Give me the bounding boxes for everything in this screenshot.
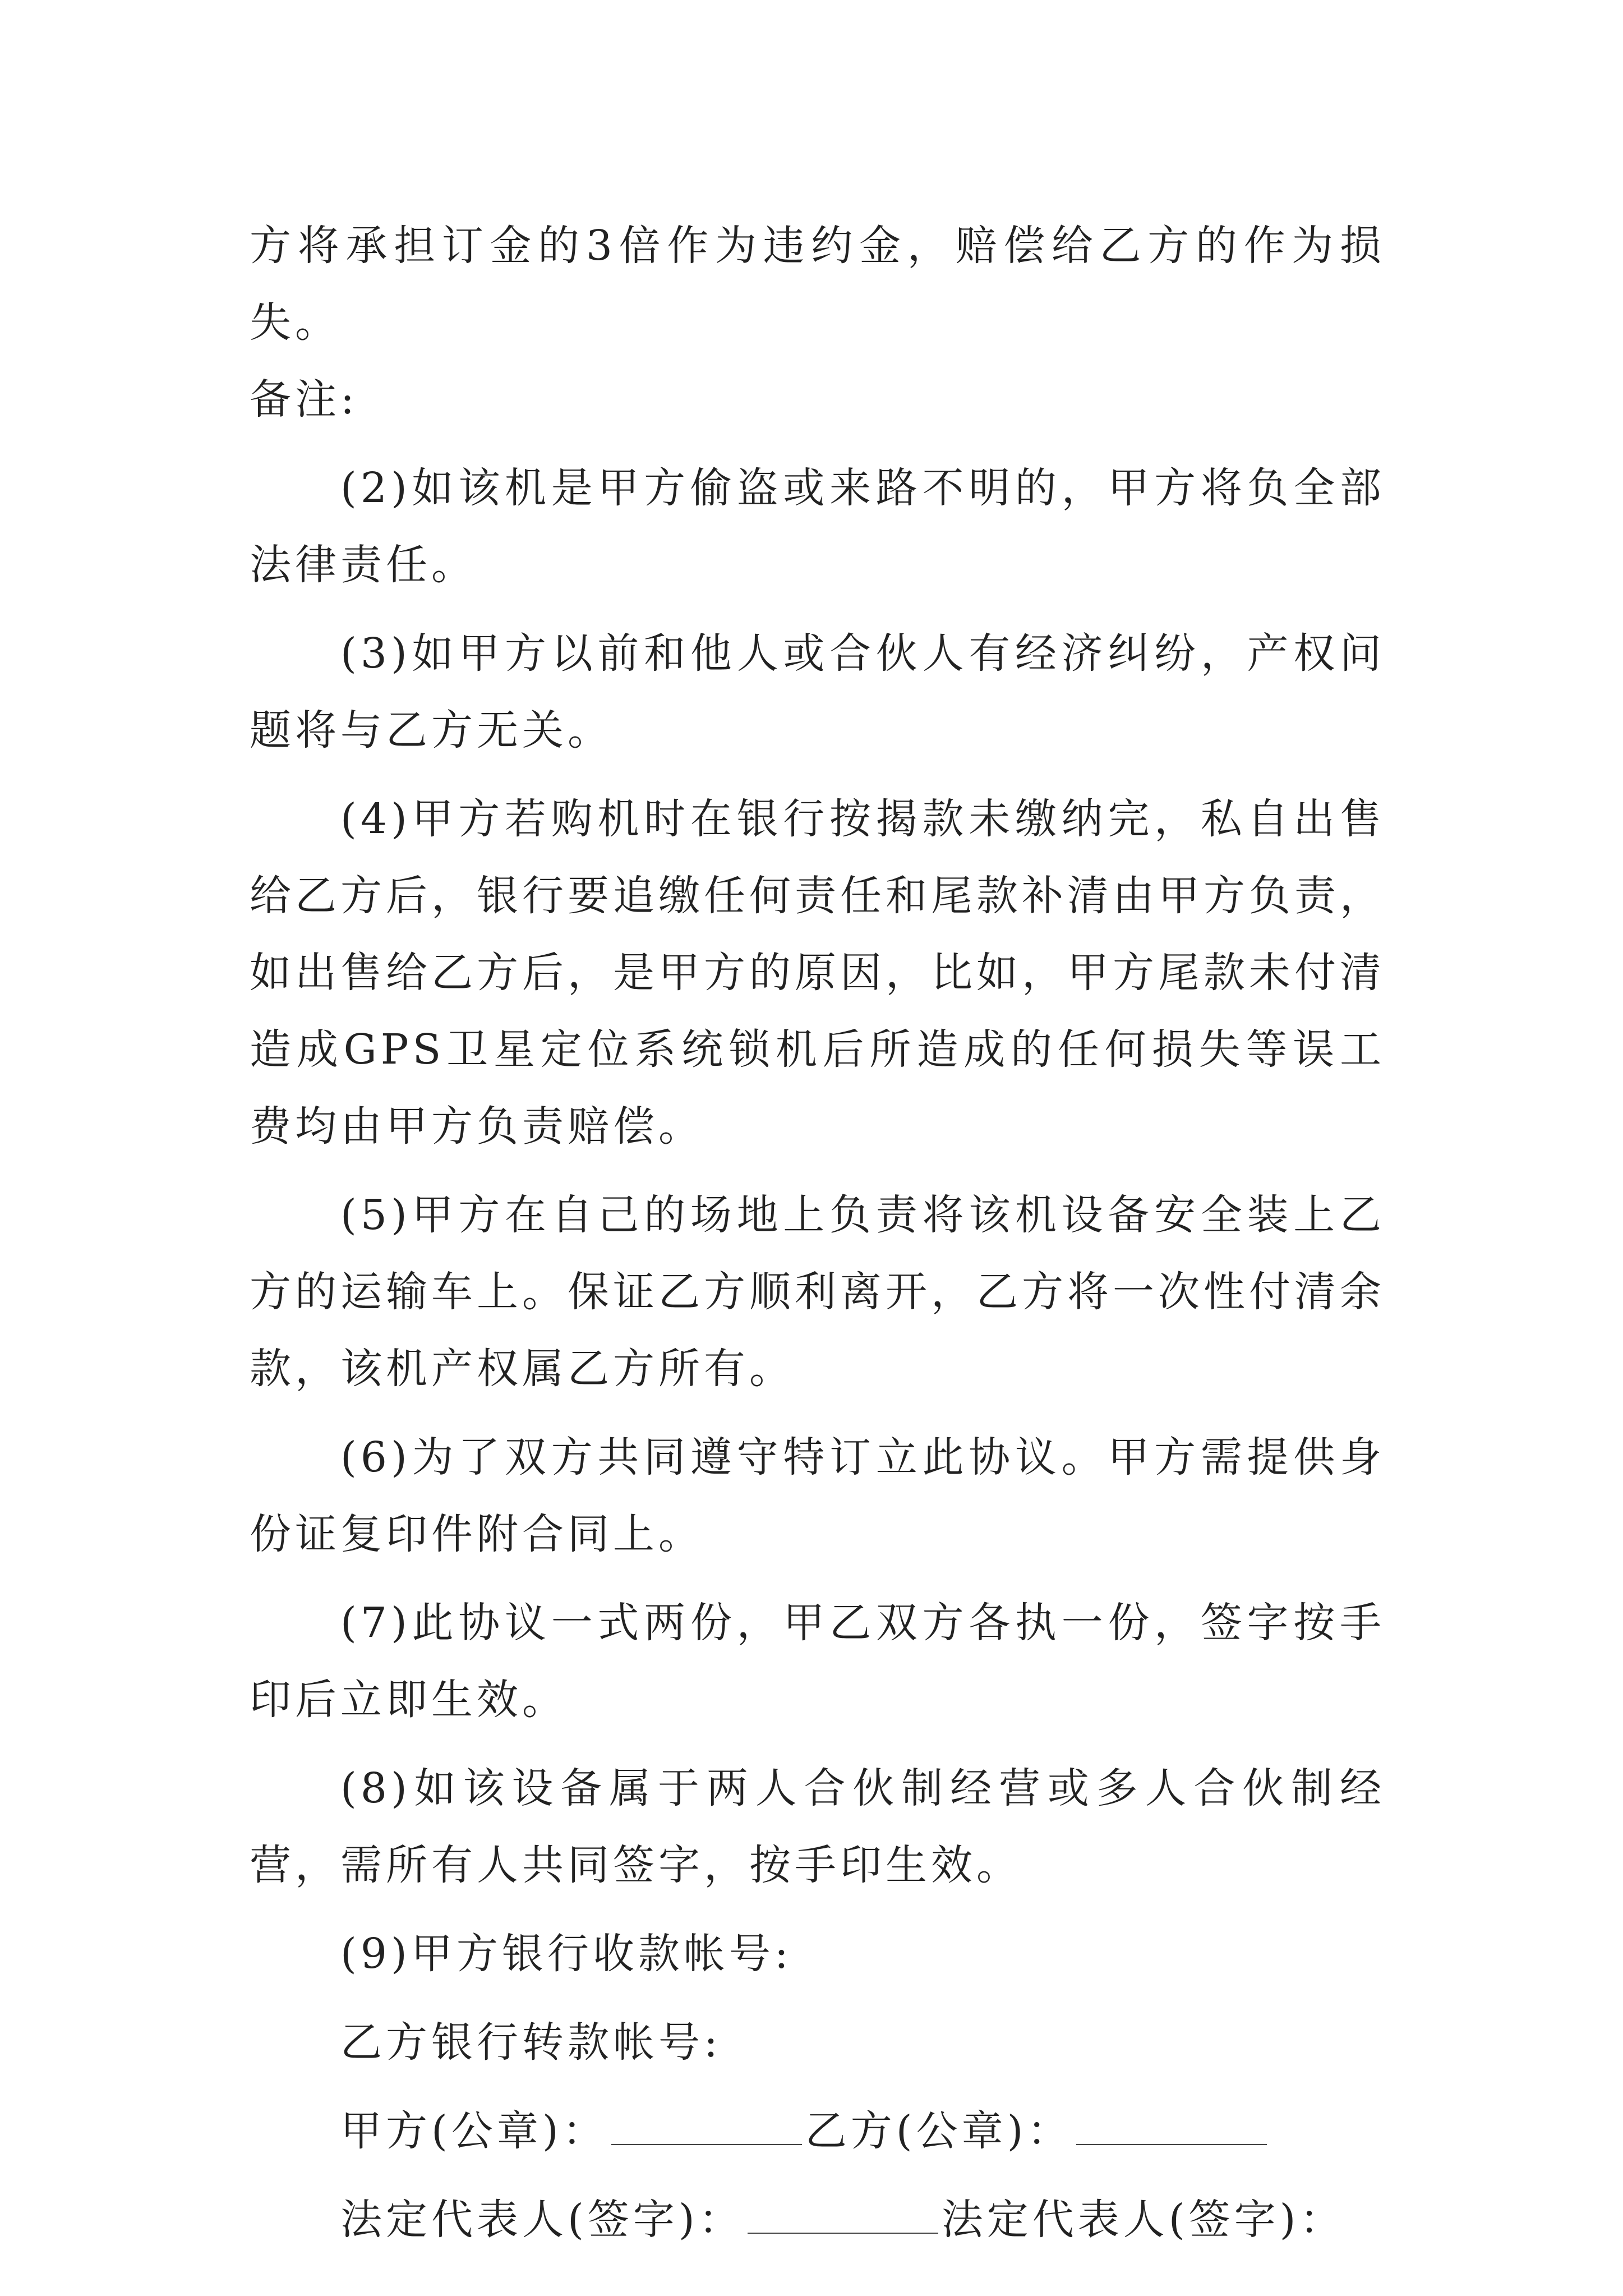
clause-7: (7)此协议一式两份，甲乙双方各执一份，签字按手印后立即生效。 xyxy=(250,1599,1385,1724)
representative-line xyxy=(250,2182,1385,2258)
clause-4: (4)甲方若购机时在银行按揭款未缴纳完，私自出售给乙方后，银行要追缴任何责任和尾款补清由甲方负责，如出售给乙方后，是甲方的原因，比如，甲方尾款未付清造成GPS卫星定位系统锁机后所造成的任何损失等误工费均由甲方负责赔偿。 xyxy=(250,795,1385,1151)
remarks-heading: 备注: xyxy=(250,375,358,424)
clause-3: (3)如甲方以前和他人或合伙人有经济纠纷，产权问题将与乙方无关。 xyxy=(250,629,1385,754)
rep-a-blank[interactable] xyxy=(748,2232,938,2234)
party-a-seal-blank[interactable] xyxy=(611,2143,802,2145)
paragraph-penalty-clause: 方将承担订金的3倍作为违约金，赔偿给乙方的作为损失。 xyxy=(250,222,1385,347)
bank-account-b: 乙方银行转款帐号: xyxy=(340,2018,722,2067)
clause-5: (5)甲方在自己的场地上负责将该机设备安全装上乙方的运输车上。保证乙方顺利离开，乙方将一次性付清余款，该机产权属乙方所有。 xyxy=(250,1191,1385,1393)
rep-b-label: 法定代表人(签字)： xyxy=(941,2196,1345,2244)
clause-8: (8)如该设备属于两人合伙制经营或多人合伙制经营，需所有人共同签字，按手印生效。 xyxy=(250,1764,1385,1889)
clause-6: (6)为了双方共同遵守特订立此协议。甲方需提供身份证复印件附合同上。 xyxy=(250,1433,1385,1558)
clause-9-bank-account-a: (9)甲方银行收款帐号: xyxy=(340,1930,792,1978)
rep-a-label: 法定代表人(签字)： xyxy=(340,2196,744,2244)
party-b-seal-label: 乙方(公章)： xyxy=(805,2107,1073,2155)
clause-2: (2)如该机是甲方偷盗或来路不明的，甲方将负全部法律责任。 xyxy=(250,464,1385,589)
document-body xyxy=(250,208,1385,2270)
party-a-seal-label: 甲方(公章)： xyxy=(340,2107,608,2155)
seal-line xyxy=(250,2093,1385,2170)
party-b-seal-blank[interactable] xyxy=(1076,2143,1267,2145)
